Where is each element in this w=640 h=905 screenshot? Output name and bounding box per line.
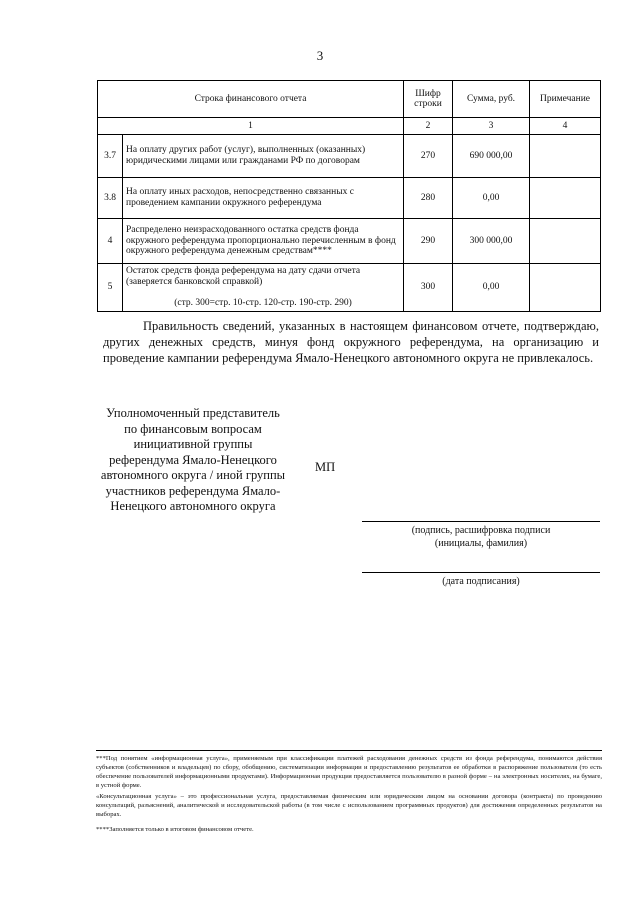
date-line bbox=[362, 572, 600, 573]
table-row bbox=[98, 135, 601, 178]
row-number: 5 bbox=[98, 264, 123, 312]
header-line: Строка финансового отчета bbox=[98, 81, 404, 118]
column-number: 1 bbox=[98, 118, 404, 135]
row-sum: 0,00 bbox=[453, 264, 530, 312]
header-sum: Сумма, руб. bbox=[453, 81, 530, 118]
table-row bbox=[98, 178, 601, 219]
row-note bbox=[530, 264, 601, 312]
table-row bbox=[98, 219, 601, 264]
initials-caption-line: (инициалы, фамилия) bbox=[434, 538, 528, 549]
row-sum: 0,00 bbox=[453, 178, 530, 219]
row-description: На оплату иных расходов, непосредственно связанных с проведением кампании окружного референдума bbox=[123, 178, 404, 219]
row-number: 3.8 bbox=[98, 178, 123, 219]
signature-caption bbox=[362, 524, 600, 550]
row-code: 300 bbox=[404, 264, 453, 312]
footnotes bbox=[96, 750, 602, 836]
row-code: 290 bbox=[404, 219, 453, 264]
page-number: 3 bbox=[316, 48, 324, 63]
row-note bbox=[530, 135, 601, 178]
row-description: Распределено неизрасходованного остатка средств фонда окружного референдума пропорционально перечисленным в фонд окружного референдума денежным средствам**** bbox=[123, 219, 404, 264]
row-formula: (стр. 300=стр. 10-стр. 120-стр. 190-стр. 290) bbox=[174, 297, 352, 308]
header-note: Примечание bbox=[530, 81, 601, 118]
column-number: 3 bbox=[453, 118, 530, 135]
column-number: 4 bbox=[530, 118, 601, 135]
representative-title: Уполномоченный представитель по финансовым вопросам инициативной группы референдума Ямало-Ненецкого автономного округа / иной группы участников референдума Ямало-Ненецкого автономного округа bbox=[100, 406, 286, 513]
row-note bbox=[530, 178, 601, 219]
table-header-row bbox=[98, 81, 601, 118]
table-row bbox=[98, 264, 601, 312]
date-caption: (дата подписания) bbox=[442, 576, 520, 587]
signature-line bbox=[362, 521, 600, 522]
footnote-consulting-service: «Консультационная услуга» – это профессиональная услуга, предоставляемая физическим или юридическим лицом на основании договора (контракта) по проведению консультаций, разъяснений, аналитической и исследовательской работы (в том числе с использованием программных продуктов) для достижения определенных результатов на выборах. bbox=[96, 793, 602, 818]
row-number: 4 bbox=[98, 219, 123, 264]
header-code: Шифр строки bbox=[404, 81, 453, 118]
column-numbering-row bbox=[98, 118, 601, 135]
footnote-divider bbox=[96, 750, 602, 751]
column-number: 2 bbox=[404, 118, 453, 135]
row-description: На оплату других работ (услуг), выполненных (оказанных) юридическими лицами или гражданами РФ по договорам bbox=[123, 135, 404, 178]
row-sum: 300 000,00 bbox=[453, 219, 530, 264]
row-note bbox=[530, 219, 601, 264]
footnote-information-service: ***Под понятием «информационная услуга», применяемым при классификации платежей расходования денежных средств из фонда референдума, понимаются действия субъектов (собственников и владельцев) по сбору, обобщению, систематизации информации и предоставлению результатов ее обработки в распоряжение пользователя (то есть обеспечение пользователей информационными продуктами). Информационная продукция предоставляется пользователю в разной форме – на электронных носителях, на бумаге, в устной форме. bbox=[96, 755, 602, 789]
row-number: 3.7 bbox=[98, 135, 123, 178]
row-description: Остаток средств фонда референдума на дату сдачи отчета (заверяется банковской справкой) bbox=[126, 266, 361, 287]
signature-caption-line: (подпись, расшифровка подписи bbox=[411, 525, 551, 536]
stamp-label: МП bbox=[315, 460, 336, 474]
confirmation-statement: Правильность сведений, указанных в настоящем финансовом отчете, подтверждаю, других денежных средств, минуя фонд окружного референдума, на организацию и проведение кампании референдума Ямало-Ненецкого автономного округа не привлекалось. bbox=[103, 319, 599, 365]
financial-report-table bbox=[97, 80, 601, 312]
row-code: 280 bbox=[404, 178, 453, 219]
row-code: 270 bbox=[404, 135, 453, 178]
row-description-cell bbox=[123, 264, 404, 312]
row-sum: 690 000,00 bbox=[453, 135, 530, 178]
footnote-final-report: ****Заполняется только в итоговом финансовом отчете. bbox=[96, 826, 254, 833]
